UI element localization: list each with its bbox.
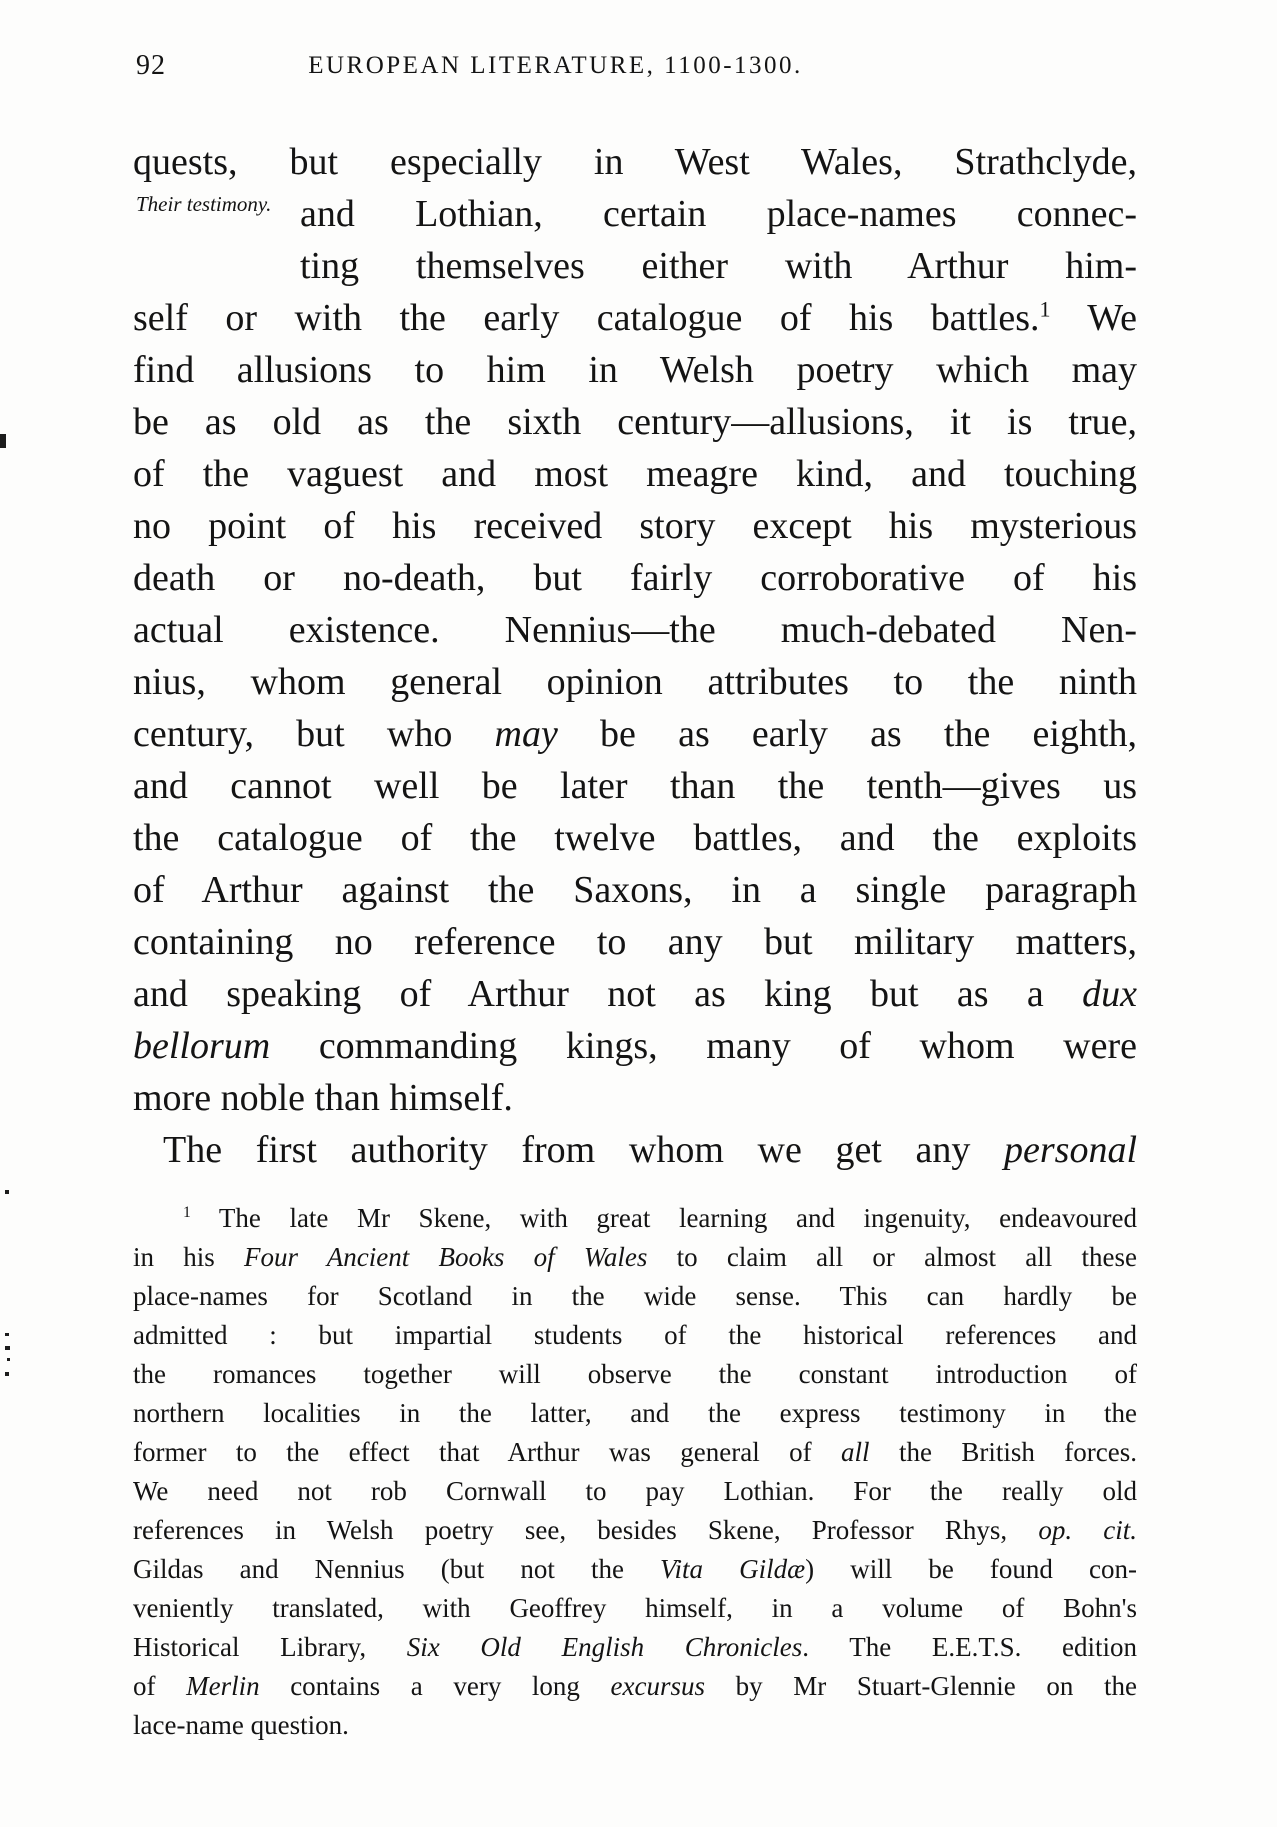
text-segment: veniently translated, with Geoffrey himself, in a volume of Bohn's [133, 1593, 1137, 1623]
scan-artifact [5, 1190, 9, 1194]
footnote-text-line [133, 1238, 1137, 1277]
text-segment: century, but who [133, 713, 495, 755]
body-text-line [133, 1020, 1137, 1072]
italic-text: dux [1082, 973, 1137, 1015]
scan-artifact [5, 1333, 9, 1336]
marginal-sidenote: Their testimony. [136, 192, 272, 216]
italic-text: Vita Gildæ [660, 1554, 806, 1584]
text-segment: We need not rob Cornwall to pay Lothian. For the really old [133, 1476, 1137, 1506]
text-segment: and Lothian, certain place-names connec- [300, 193, 1137, 235]
text-segment: containing no reference to any but military matters, [133, 921, 1137, 963]
footnote-text-line [133, 1316, 1137, 1355]
body-text-line [133, 656, 1137, 708]
text-segment: be as old as the sixth century—allusions, it is true, [133, 401, 1137, 443]
text-segment: northern localities in the latter, and the express testimony in the [133, 1398, 1137, 1428]
body-text-line [133, 344, 1137, 396]
text-segment: quests, but especially in West Wales, Strathclyde, [133, 141, 1137, 183]
body-text-line [133, 812, 1137, 864]
footnote-text-line [133, 1511, 1137, 1550]
italic-text: Merlin [186, 1671, 260, 1701]
body-text-line [133, 604, 1137, 656]
text-segment: We [1050, 297, 1137, 339]
italic-text: all [841, 1437, 870, 1467]
italic-text: Six Old English Chronicles [406, 1632, 803, 1662]
text-segment: ) will be found con- [805, 1554, 1137, 1584]
body-text-line [133, 708, 1137, 760]
footnote-text-line [133, 1550, 1137, 1589]
italic-text: bellorum [133, 1025, 271, 1067]
text-segment: actual existence. Nennius—the much-debated Nen- [133, 609, 1137, 651]
text-segment: of [133, 1671, 187, 1701]
footnote-text-line [133, 1199, 1137, 1238]
body-text-line [133, 968, 1137, 1020]
text-segment: in his [133, 1242, 244, 1272]
footnote-text-line [133, 1394, 1137, 1433]
text-segment: more noble than himself. [133, 1077, 513, 1119]
text-segment: The late Mr Skene, with great learning and ingenuity, endeavoured [190, 1203, 1137, 1233]
text-segment: be as early as the eighth, [557, 713, 1137, 755]
footnote-text-line [133, 1589, 1137, 1628]
text-segment: self or with the early catalogue of his battles. [133, 297, 1040, 339]
text-segment: the catalogue of the twelve battles, and the exploits [133, 817, 1137, 859]
page-number: 92 [136, 50, 166, 81]
text-segment: by Mr Stuart-Glennie on the [705, 1671, 1137, 1701]
footnote-marker: 1 [183, 1204, 191, 1221]
body-text-line [133, 188, 1137, 240]
footnote-text-line [133, 1628, 1137, 1667]
scan-artifact [5, 1372, 9, 1376]
body-text-line [133, 292, 1137, 344]
text-segment: no point of his received story except his mysterious [133, 505, 1137, 547]
body-text-line [133, 136, 1137, 188]
text-segment: and speaking of Arthur not as king but as a [133, 973, 1083, 1015]
text-segment: the British forces. [869, 1437, 1137, 1467]
footnote-text-line [133, 1355, 1137, 1394]
footnote-text-line [133, 1433, 1137, 1472]
footnote-text-line [133, 1472, 1137, 1511]
body-text-line [133, 396, 1137, 448]
italic-text: op. cit. [1038, 1515, 1137, 1545]
body-text-line [133, 760, 1137, 812]
italic-text: Four Ancient Books of Wales [244, 1242, 648, 1272]
text-segment: former to the effect that Arthur was general of [133, 1437, 842, 1467]
body-text-line [133, 864, 1137, 916]
text-segment: death or no-death, but fairly corroborative of his [133, 557, 1137, 599]
text-segment: lace-name question. [133, 1710, 349, 1740]
italic-text: personal [1004, 1129, 1137, 1171]
text-segment: of the vaguest and most meagre kind, and touching [133, 453, 1137, 495]
text-segment: contains a very long [259, 1671, 611, 1701]
text-segment: commanding kings, many of whom were [270, 1025, 1137, 1067]
body-text-line [133, 1072, 1137, 1124]
footnote-text-line [133, 1277, 1137, 1316]
body-text-line [133, 916, 1137, 968]
text-segment: ting themselves either with Arthur him- [300, 245, 1137, 287]
footnote-text-line [133, 1667, 1137, 1706]
text-segment: place-names for Scotland in the wide sense. This can hardly be [133, 1281, 1137, 1311]
body-text-line [133, 240, 1137, 292]
footnote-text-line [133, 1706, 1137, 1745]
body-text-line [133, 448, 1137, 500]
text-segment: of Arthur against the Saxons, in a single paragraph [133, 869, 1137, 911]
running-title: EUROPEAN LITERATURE, 1100-1300. [308, 52, 803, 79]
text-segment: and cannot well be later than the tenth—gives us [133, 765, 1137, 807]
text-segment: references in Welsh poetry see, besides Skene, Professor Rhys, [133, 1515, 1039, 1545]
scan-artifact [7, 1358, 10, 1361]
text-segment: to claim all or almost all these [647, 1242, 1137, 1272]
footnote-marker: 1 [1039, 296, 1051, 322]
body-text [133, 136, 1137, 1176]
text-segment: Gildas and Nennius (but not the [133, 1554, 661, 1584]
text-segment: find allusions to him in Welsh poetry which may [133, 349, 1137, 391]
body-text-line [133, 500, 1137, 552]
text-segment: Historical Library, [133, 1632, 407, 1662]
text-segment: nius, whom general opinion attributes to the ninth [133, 661, 1137, 703]
italic-text: may [494, 713, 558, 755]
footnote [133, 1199, 1137, 1745]
body-text-line [133, 1124, 1137, 1176]
text-segment: . The E.E.T.S. edition [802, 1632, 1137, 1662]
italic-text: excursus [610, 1671, 706, 1701]
text-segment: The first authority from whom we get any [163, 1129, 1004, 1171]
scan-artifact [0, 434, 6, 448]
text-segment: the romances together will observe the constant introduction of [133, 1359, 1137, 1389]
body-text-line [133, 552, 1137, 604]
scan-artifact [5, 1346, 10, 1350]
text-segment: admitted : but impartial students of the historical references and [133, 1320, 1137, 1350]
